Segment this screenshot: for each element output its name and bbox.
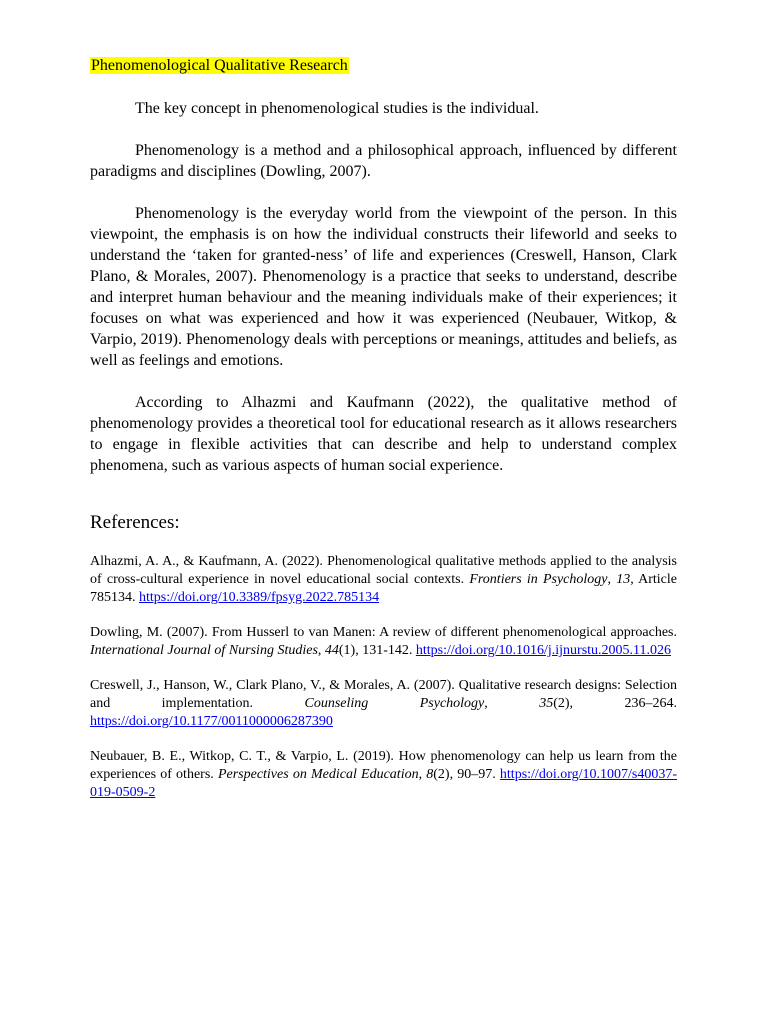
reference-separator: , — [607, 572, 617, 587]
highlighted-title: Phenomenological Qualitative Research — [91, 57, 348, 74]
reference-journal: Counseling Psychology — [304, 696, 485, 711]
reference-item — [90, 748, 677, 802]
paragraph-3: Phenomenology is the everyday world from the viewpoint of the person. In this viewpoint, the emphasis is on how the individual constructs their lifeworld and seeks to understand the ‘taken for granted-ness’ of life and experiences (Creswell, Hanson, Clark Plano, & Morales, 2007). Phenomenology is a practice that seeks to understand, describe and interpret human behaviour and the meaning individuals make of their experiences; it focuses on what was experienced and how it was experienced (Neubauer, Witkop, & Varpio, 2019). Phenomenology deals with perceptions or meanings, attitudes and beliefs, as well as feelings and emotions. — [90, 205, 677, 369]
reference-doi-link[interactable]: https://doi.org/10.1016/j.ijnurstu.2005.11.026 — [415, 643, 672, 658]
document-title — [90, 56, 677, 76]
reference-separator: , — [317, 643, 325, 658]
document-body — [90, 56, 677, 819]
reference-separator: , — [484, 696, 540, 711]
reference-citation: Creswell, J., Hanson, W., Clark Plano, V., & Morales, A. (2007). Qualitative research designs: Selection and implementation. — [90, 678, 677, 711]
reference-citation: Alhazmi, A. A., & Kaufmann, A. (2022). Phenomenological qualitative methods applied to the analysis of cross-cultural experience in novel educational social contexts. — [90, 554, 677, 587]
paragraph-1: The key concept in phenomenological studies is the individual. — [135, 100, 539, 117]
paragraph-4: According to Alhazmi and Kaufmann (2022), the qualitative method of phenomenology provides a theoretical tool for educational research as it allows researchers to engage in flexible activities that can describe and help to understand complex phenomena, such as various aspects of human social experience. — [90, 394, 677, 474]
reference-volume: 35 — [539, 696, 554, 711]
reference-pages: (2), 90–97. — [433, 767, 500, 782]
reference-citation: Neubauer, B. E., Witkop, C. T., & Varpio, L. (2019). How phenomenology can help us learn from the experiences of others. — [90, 749, 677, 782]
reference-item — [90, 624, 677, 660]
reference-doi-link[interactable]: https://doi.org/10.1177/0011000006287390 — [90, 714, 333, 729]
reference-pages: (2), 236–264. — [553, 696, 677, 711]
paragraph-2: Phenomenology is a method and a philosophical approach, influenced by different paradigms and disciplines (Dowling, 2007). — [90, 142, 677, 180]
reference-volume: 13 — [616, 572, 631, 587]
reference-separator: , — [418, 767, 427, 782]
reference-pages: , Article 785134. — [90, 572, 677, 605]
reference-doi-link[interactable]: https://doi.org/10.3389/fpsyg.2022.785134 — [139, 590, 380, 605]
reference-item — [90, 553, 677, 607]
reference-journal: Frontiers in Psychology — [469, 572, 608, 587]
reference-citation: Dowling, M. (2007). From Husserl to van Manen: A review of different phenomenological approaches. — [90, 625, 677, 640]
reference-journal: International Journal of Nursing Studies — [90, 643, 318, 658]
reference-doi-link[interactable]: https://doi.org/10.1007/s40037-019-0509-2 — [90, 767, 678, 800]
reference-item — [90, 677, 677, 731]
reference-pages: (1), 131-142. — [338, 643, 416, 658]
reference-volume: 8 — [426, 767, 434, 782]
reference-volume: 44 — [324, 643, 339, 658]
references-heading: References: — [90, 512, 180, 533]
reference-journal: Perspectives on Medical Education — [217, 767, 419, 782]
